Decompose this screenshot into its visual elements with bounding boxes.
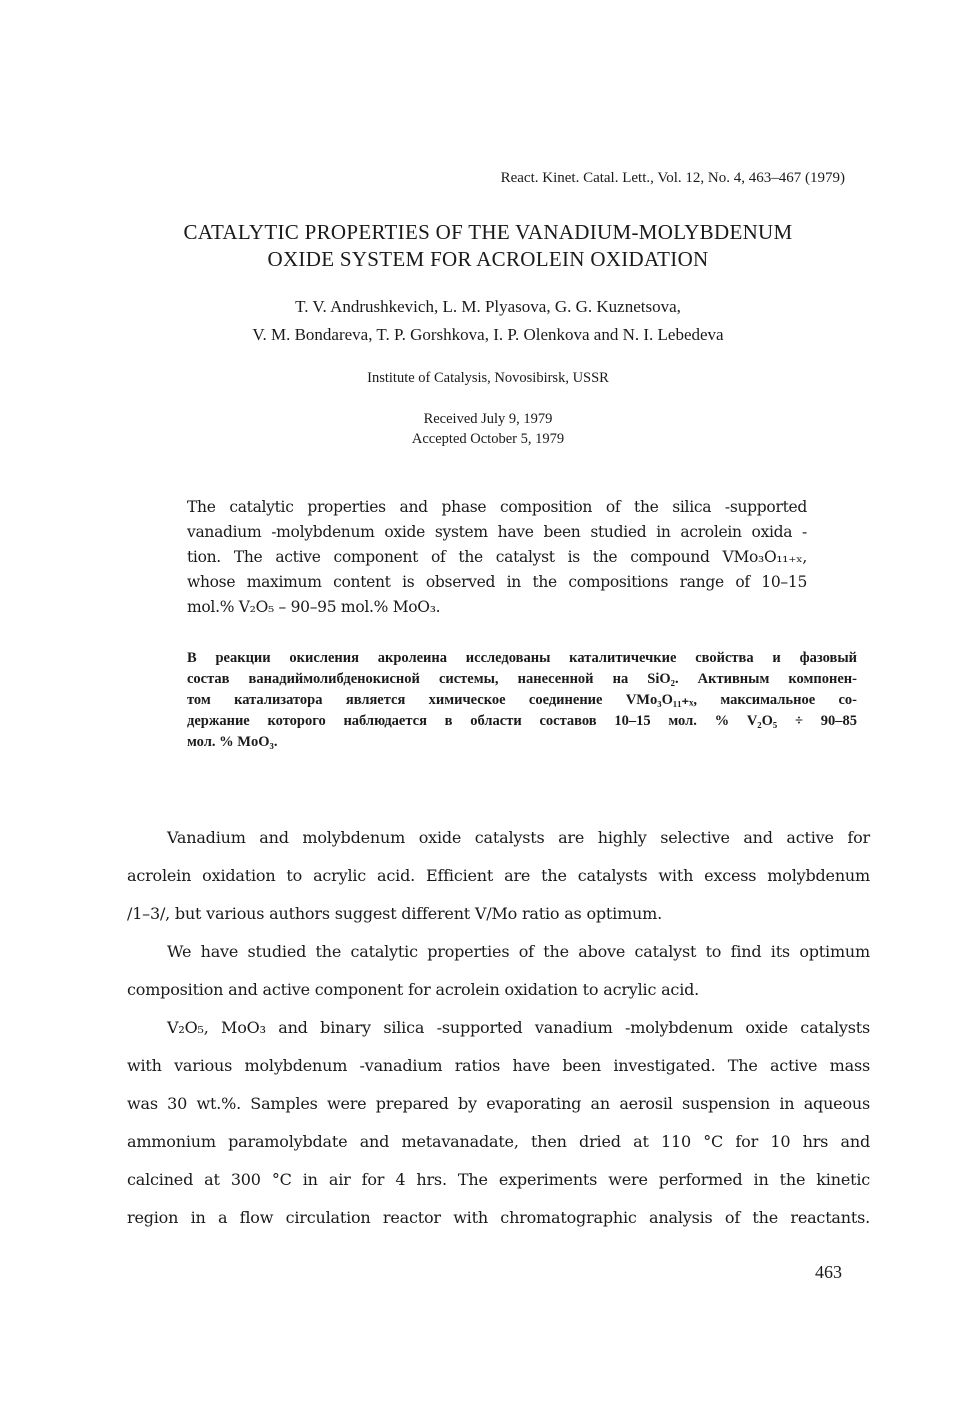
authors-line-2: V. M. Bondareva, T. P. Gorshkova, I. P. Olenkova and N. I. Lebedeva xyxy=(252,325,724,344)
abstract-en-line: The catalytic properties and phase composition of the silica -supported xyxy=(187,498,807,516)
body-line: acrolein oxidation to acrylic acid. Efficient are the catalysts with excess molybdenum xyxy=(127,866,870,885)
accepted-date: Accepted October 5, 1979 xyxy=(411,431,565,447)
abstract-ru-line: мол. % MoO₃. xyxy=(187,734,278,750)
abstract-ru-line: том катализатора является химическое соединение VMo₃O₁₁₊ₓ, максимальное со- xyxy=(187,692,857,708)
body-line: Vanadium and molybdenum oxide catalysts are highly selective and active for xyxy=(167,828,870,847)
abstract-ru-line: В реакции окисления акролеина исследованы каталитичечкие свойства и фазовый xyxy=(187,650,857,666)
abstract-en-line: tion. The active component of the catalyst is the compound VMo₃O₁₁₊ₓ, xyxy=(187,548,807,566)
abstract-ru-line: состав ванадиймолибденокисной системы, нанесенной на SiO₂. Активным компонен- xyxy=(187,671,857,687)
body-line: region in a flow circulation reactor with chromatographic analysis of the reactants. xyxy=(127,1208,870,1227)
abstract-en-line: whose maximum content is observed in the compositions range of 10–15 xyxy=(187,573,807,591)
page-number: 463 xyxy=(815,1262,842,1282)
authors-line-1: T. V. Andrushkevich, L. M. Plyasova, G. G. Kuznetsova, xyxy=(295,297,681,316)
title-line-1: CATALYTIC PROPERTIES OF THE VANADIUM-MOLYBDENUM xyxy=(183,220,793,244)
abstract-en-line: vanadium -molybdenum oxide system have been studied in acrolein oxida - xyxy=(187,523,807,541)
abstract-en-line: mol.% V₂O₅ – 90–95 mol.% MoO₃. xyxy=(187,598,441,616)
journal-reference: React. Kinet. Catal. Lett., Vol. 12, No. 4, 463–467 (1979) xyxy=(500,170,845,186)
body-line: V₂O₅, MoO₃ and binary silica -supported vanadium -molybdenum oxide catalysts xyxy=(167,1018,870,1037)
body-line: We have studied the catalytic properties of the above catalyst to find its optimum xyxy=(167,942,870,961)
abstract-ru-line: держание которого наблюдается в области составов 10–15 мол. % V₂O₅ ÷ 90–85 xyxy=(187,713,857,729)
affiliation: Institute of Catalysis, Novosibirsk, USSR xyxy=(367,370,609,386)
body-line: /1–3/, but various authors suggest different V/Mo ratio as optimum. xyxy=(127,904,663,923)
body-line: calcined at 300 °C in air for 4 hrs. The experiments were performed in the kinetic xyxy=(127,1170,870,1189)
body-line: was 30 wt.%. Samples were prepared by evaporating an aerosil suspension in aqueous xyxy=(127,1094,870,1113)
body-line: ammonium paramolybdate and metavanadate, then dried at 110 °C for 10 hrs and xyxy=(127,1132,870,1151)
title-line-2: OXIDE SYSTEM FOR ACROLEIN OXIDATION xyxy=(267,247,709,271)
received-date: Received July 9, 1979 xyxy=(423,411,553,427)
body-line: composition and active component for acrolein oxidation to acrylic acid. xyxy=(127,980,700,999)
body-line: with various molybdenum -vanadium ratios have been investigated. The active mass xyxy=(127,1056,870,1075)
